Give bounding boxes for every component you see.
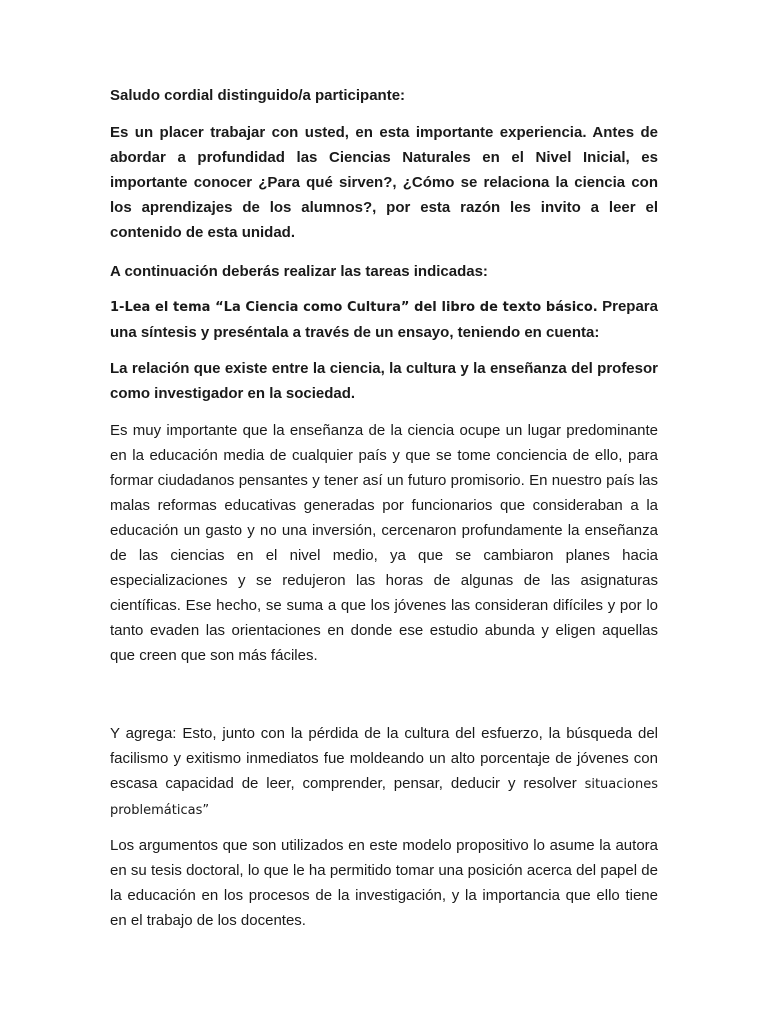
task-1-title: 1-Lea el tema “La Ciencia como Cultura” del libro de texto básico. — [110, 300, 598, 315]
task-1-paragraph — [110, 294, 658, 345]
intro-paragraph: Es un placer trabajar con usted, en esta importante experiencia. Antes de abordar a profundidad las Ciencias Naturales en el Nivel Inicial, es importante conocer ¿Para qué sirven?, ¿Cómo se relaciona la ciencia con los aprendizajes de los alumnos?, por esta razón les invito a leer el contenido de esta unidad. — [110, 124, 658, 241]
body-paragraph-2 — [110, 721, 658, 823]
body-paragraph-3: Los argumentos que son utilizados en este modelo propositivo lo asume la autora en su tesis doctoral, lo que le ha permitido tomar una posición acerca del papel de la educación en los procesos de la investigación, y la importancia que ello tiene en el trabajo de los docentes. — [110, 837, 658, 929]
greeting-paragraph: Saludo cordial distinguido/a participante: — [110, 87, 406, 104]
relation-paragraph: La relación que existe entre la ciencia, la cultura y la enseñanza del profesor como investigador en la sociedad. — [110, 360, 658, 402]
body-paragraph-2-text: Y agrega: Esto, junto con la pérdida de la cultura del esfuerzo, la búsqueda del facilismo y exitismo inmediatos fue moldeando un alto porcentaje de jóvenes con escasa capacidad de leer, comprender, pensar, deducir y resolver — [110, 725, 658, 792]
body-paragraph-1: Es muy importante que la enseñanza de la ciencia ocupe un lugar predominante en la educación media de cualquier país y que se tome conciencia de ello, para formar ciudadanos pensantes y tener así un futuro promisorio. En nuestro país las malas reformas educativas generadas por funcionarios que consideraban a la educación un gasto y no una inversión, cercenaron profundamente la enseñanza de las ciencias en el nivel medio, ya que se cambiaron planes hacia especializaciones y se redujeron las horas de algunas de las asignaturas científicas. Ese hecho, se suma a que los jóvenes las consideran difíciles y por lo tanto evaden las orientaciones en donde ese estudio abunda y eligen aquellas que creen que son más fáciles. — [110, 422, 658, 664]
tasks-intro-paragraph: A continuación deberás realizar las tareas indicadas: — [110, 263, 488, 280]
task-1-instructions: Prepara una síntesis y preséntala a través de un ensayo, teniendo en cuenta: — [110, 298, 658, 341]
body-paragraph-2-ending: situaciones problemáticas” — [110, 777, 658, 818]
